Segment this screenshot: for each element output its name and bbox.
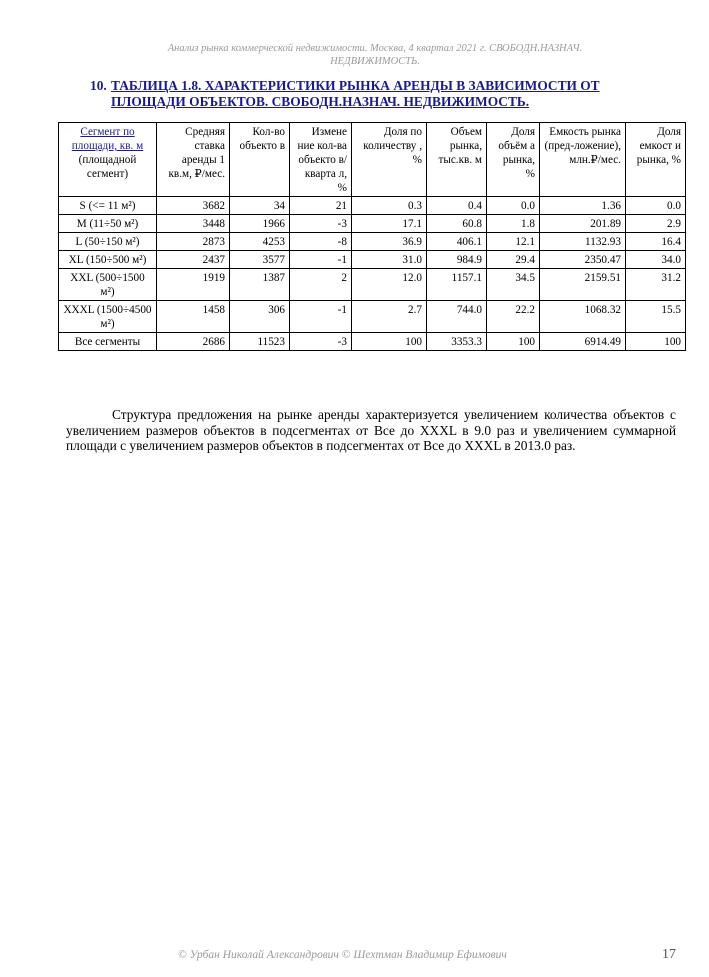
header-avg-rate: Средняя ставка аренды 1 кв.м, ₽/мес. xyxy=(157,123,230,197)
value-cell: -8 xyxy=(290,233,352,251)
table-row xyxy=(59,269,686,301)
value-cell: 15.5 xyxy=(626,301,686,333)
header-market-capacity: Емкость рынка (пред-ложение), млн.₽/мес. xyxy=(540,123,626,197)
segment-cell: XXXL (1500÷4500 м²) xyxy=(59,301,157,333)
table-row xyxy=(59,333,686,351)
table-row xyxy=(59,197,686,215)
table-row xyxy=(59,215,686,233)
segment-cell: S (<= 11 м²) xyxy=(59,197,157,215)
value-cell: 1919 xyxy=(157,269,230,301)
table-body xyxy=(59,197,686,351)
value-cell: 1.8 xyxy=(487,215,540,233)
segment-cell: M (11÷50 м²) xyxy=(59,215,157,233)
value-cell: 744.0 xyxy=(427,301,487,333)
value-cell: 1458 xyxy=(157,301,230,333)
value-cell: 22.2 xyxy=(487,301,540,333)
value-cell: 0.0 xyxy=(626,197,686,215)
value-cell: 100 xyxy=(626,333,686,351)
value-cell: 1157.1 xyxy=(427,269,487,301)
value-cell: 1068.32 xyxy=(540,301,626,333)
value-cell: -1 xyxy=(290,301,352,333)
table-title-number: 10. xyxy=(90,78,107,93)
value-cell: -3 xyxy=(290,215,352,233)
segment-cell: L (50÷150 м²) xyxy=(59,233,157,251)
value-cell: 100 xyxy=(487,333,540,351)
header-count-change: Измене ние кол-ва объекто в/кварта л, % xyxy=(290,123,352,197)
value-cell: -3 xyxy=(290,333,352,351)
value-cell: 34.0 xyxy=(626,251,686,269)
header-count-share: Доля по количеству , % xyxy=(352,123,427,197)
value-cell: 2.9 xyxy=(626,215,686,233)
value-cell: 1966 xyxy=(230,215,290,233)
table-title-text[interactable]: ТАБЛИЦА 1.8. ХАРАКТЕРИСТИКИ РЫНКА АРЕНДЫ В ЗАВИСИМОСТИ ОТ ПЛОЩАДИ ОБЪЕКТОВ. СВОБОДН.НАЗНАЧ. НЕДВИЖИМОСТЬ. xyxy=(111,78,600,109)
value-cell: 3682 xyxy=(157,197,230,215)
value-cell: 17.1 xyxy=(352,215,427,233)
value-cell: 12.1 xyxy=(487,233,540,251)
value-cell: 306 xyxy=(230,301,290,333)
value-cell: 2 xyxy=(290,269,352,301)
table-title xyxy=(90,78,650,110)
table-header-row xyxy=(59,123,686,197)
value-cell: 2437 xyxy=(157,251,230,269)
value-cell: 100 xyxy=(352,333,427,351)
header-segment-sub: (площадной сегмент) xyxy=(78,154,137,180)
page-number: 17 xyxy=(662,947,676,962)
value-cell: 6914.49 xyxy=(540,333,626,351)
value-cell: 406.1 xyxy=(427,233,487,251)
value-cell: 29.4 xyxy=(487,251,540,269)
value-cell: 21 xyxy=(290,197,352,215)
table-row xyxy=(59,251,686,269)
value-cell: 4253 xyxy=(230,233,290,251)
header-count: Кол-во объекто в xyxy=(230,123,290,197)
table-row xyxy=(59,301,686,333)
segment-cell: XXL (500÷1500 м²) xyxy=(59,269,157,301)
value-cell: 16.4 xyxy=(626,233,686,251)
rental-market-table xyxy=(58,122,686,351)
value-cell: 11523 xyxy=(230,333,290,351)
value-cell: 2159.51 xyxy=(540,269,626,301)
value-cell: 3448 xyxy=(157,215,230,233)
header-segment-link[interactable]: Сегмент по площади, кв. м xyxy=(71,126,144,152)
value-cell: 36.9 xyxy=(352,233,427,251)
value-cell: 3353.3 xyxy=(427,333,487,351)
value-cell: 2.7 xyxy=(352,301,427,333)
footer-copyright: © Урбан Николай Александрович © Шехтман Владимир Ефимович xyxy=(178,949,507,961)
header-segment xyxy=(59,123,157,197)
value-cell: 1132.93 xyxy=(540,233,626,251)
value-cell: 2686 xyxy=(157,333,230,351)
table-row xyxy=(59,233,686,251)
value-cell: 3577 xyxy=(230,251,290,269)
value-cell: 1387 xyxy=(230,269,290,301)
value-cell: 0.4 xyxy=(427,197,487,215)
value-cell: 34.5 xyxy=(487,269,540,301)
value-cell: 0.0 xyxy=(487,197,540,215)
segment-cell: Все сегменты xyxy=(59,333,157,351)
header-market-volume: Объем рынка, тыс.кв. м xyxy=(427,123,487,197)
value-cell: 984.9 xyxy=(427,251,487,269)
value-cell: 12.0 xyxy=(352,269,427,301)
value-cell: 2873 xyxy=(157,233,230,251)
value-cell: 2350.47 xyxy=(540,251,626,269)
value-cell: 0.3 xyxy=(352,197,427,215)
header-capacity-share: Доля емкост и рынка, % xyxy=(626,123,686,197)
summary-paragraph: Структура предложения на рынке аренды характеризуется увеличением количества объектов с увеличением размеров объектов в подсегментах от Все до XXXL в 9.0 раз и увеличением суммарной площади с увеличением размеров объектов в подсегментах от Все до XXXL в 2013.0 раз. xyxy=(66,407,676,453)
running-header-line-2: НЕДВИЖИМОСТЬ. xyxy=(330,56,420,67)
value-cell: 31.0 xyxy=(352,251,427,269)
value-cell: 34 xyxy=(230,197,290,215)
value-cell: 1.36 xyxy=(540,197,626,215)
value-cell: -1 xyxy=(290,251,352,269)
value-cell: 201.89 xyxy=(540,215,626,233)
running-header xyxy=(80,42,670,68)
value-cell: 31.2 xyxy=(626,269,686,301)
segment-cell: XL (150÷500 м²) xyxy=(59,251,157,269)
header-volume-share: Доля объём а рынка, % xyxy=(487,123,540,197)
value-cell: 60.8 xyxy=(427,215,487,233)
running-header-line-1: Анализ рынка коммерческой недвижимости. Москва, 4 квартал 2021 г. СВОБОДН.НАЗНАЧ. xyxy=(167,43,583,54)
